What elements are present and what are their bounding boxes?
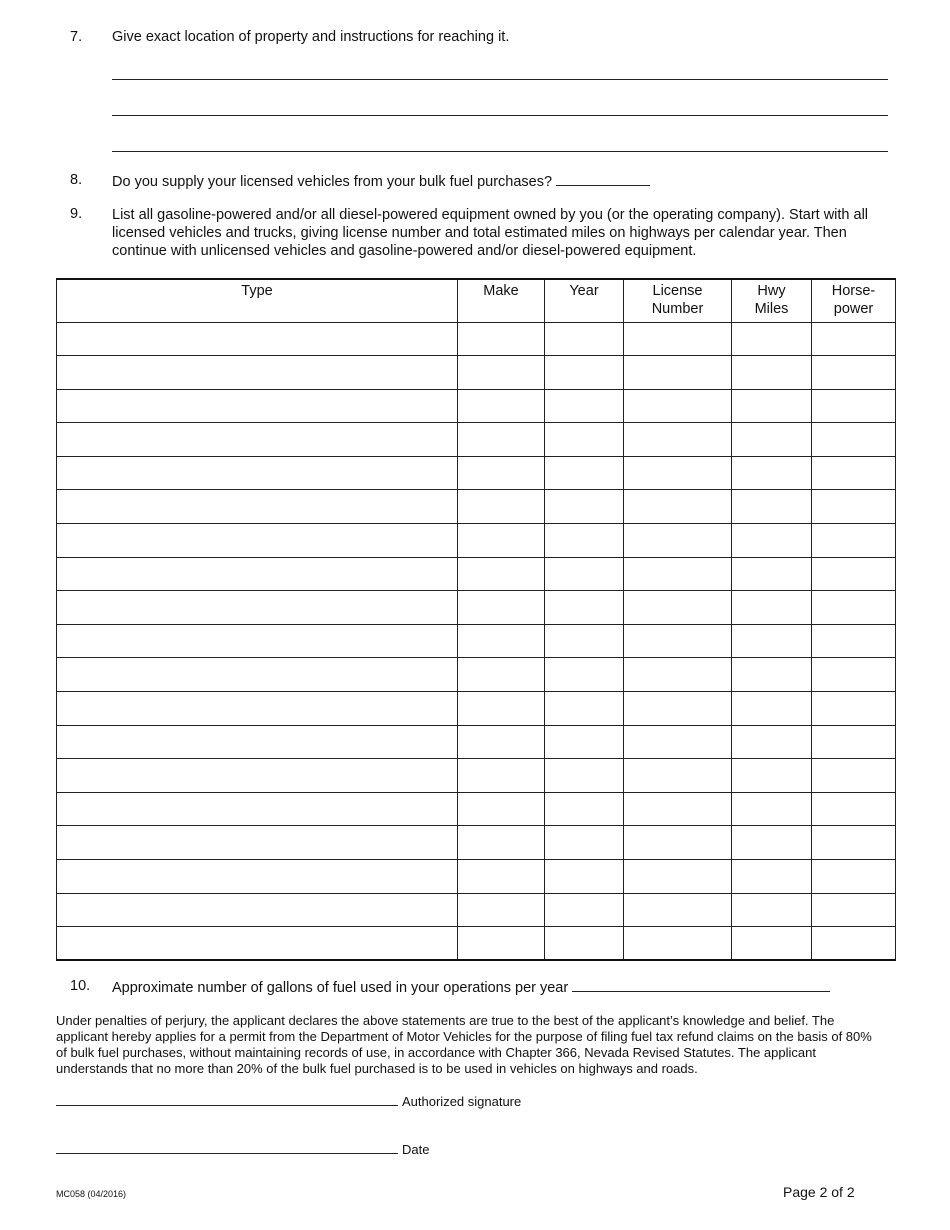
question-10-row bbox=[112, 978, 830, 996]
cell-type[interactable] bbox=[57, 893, 458, 927]
cell-type[interactable] bbox=[57, 423, 458, 457]
signature-line[interactable] bbox=[56, 1094, 398, 1106]
cell-year[interactable] bbox=[545, 792, 624, 826]
cell-horsepower[interactable] bbox=[812, 893, 896, 927]
header-hwy-line2: Miles bbox=[754, 301, 789, 317]
cell-horsepower[interactable] bbox=[812, 557, 896, 591]
cell-license-number[interactable] bbox=[624, 591, 732, 625]
cell-license-number[interactable] bbox=[624, 692, 732, 726]
cell-type[interactable] bbox=[57, 322, 458, 356]
cell-year[interactable] bbox=[545, 927, 624, 961]
header-make: Make bbox=[458, 279, 545, 322]
table-row bbox=[57, 389, 896, 423]
cell-year[interactable] bbox=[545, 423, 624, 457]
cell-hwy-miles[interactable] bbox=[732, 860, 812, 894]
cell-type[interactable] bbox=[57, 456, 458, 490]
cell-hwy-miles[interactable] bbox=[732, 591, 812, 625]
cell-horsepower[interactable] bbox=[812, 624, 896, 658]
cell-year[interactable] bbox=[545, 356, 624, 390]
cell-year[interactable] bbox=[545, 490, 624, 524]
cell-make[interactable] bbox=[458, 826, 545, 860]
table-row bbox=[57, 792, 896, 826]
cell-year[interactable] bbox=[545, 759, 624, 793]
cell-type[interactable] bbox=[57, 490, 458, 524]
table-row bbox=[57, 725, 896, 759]
cell-type[interactable] bbox=[57, 658, 458, 692]
table-row bbox=[57, 490, 896, 524]
cell-type[interactable] bbox=[57, 792, 458, 826]
header-license-number bbox=[624, 279, 732, 322]
cell-hwy-miles[interactable] bbox=[732, 893, 812, 927]
cell-make[interactable] bbox=[458, 893, 545, 927]
declaration-text: Under penalties of perjury, the applicant declares the above statements are true to the best of the applicant’s knowledge and belief. The applicant hereby applies for a permit from the Department of Motor Vehicles for the purpose of filing fuel tax refund claims on the basis of 80% of bulk fuel purchases, without maintaining records of use, in accordance with Chapter 366, Nevada Revised Statutes. The applicant understands that no more than 20% of the bulk fuel purchased is to be used in vehicles on highways and roads. bbox=[56, 1013, 872, 1076]
cell-license-number[interactable] bbox=[624, 792, 732, 826]
cell-type[interactable] bbox=[57, 860, 458, 894]
table-row bbox=[57, 692, 896, 726]
header-hwy-miles bbox=[732, 279, 812, 322]
cell-horsepower[interactable] bbox=[812, 389, 896, 423]
cell-horsepower[interactable] bbox=[812, 826, 896, 860]
cell-license-number[interactable] bbox=[624, 524, 732, 558]
table-row bbox=[57, 356, 896, 390]
cell-year[interactable] bbox=[545, 658, 624, 692]
header-horsepower bbox=[812, 279, 896, 322]
table-row bbox=[57, 927, 896, 961]
header-hp-line1: Horse- bbox=[831, 283, 876, 299]
question-8-number: 8. bbox=[70, 172, 83, 188]
cell-make[interactable] bbox=[458, 759, 545, 793]
cell-license-number[interactable] bbox=[624, 893, 732, 927]
cell-make[interactable] bbox=[458, 423, 545, 457]
location-line-1[interactable] bbox=[112, 79, 888, 80]
cell-horsepower[interactable] bbox=[812, 524, 896, 558]
cell-make[interactable] bbox=[458, 524, 545, 558]
cell-type[interactable] bbox=[57, 725, 458, 759]
date-label: Date bbox=[402, 1142, 430, 1157]
cell-license-number[interactable] bbox=[624, 624, 732, 658]
cell-hwy-miles[interactable] bbox=[732, 624, 812, 658]
question-7-text: Give exact location of property and instructions for reaching it. bbox=[112, 29, 510, 45]
gallons-answer-line[interactable] bbox=[572, 978, 830, 992]
cell-hwy-miles[interactable] bbox=[732, 759, 812, 793]
table-row bbox=[57, 423, 896, 457]
question-9-text: List all gasoline-powered and/or all diesel-powered equipment owned by you (or the operating company). Start with all licensed vehicles and trucks, giving license number and total estimated miles on highways per calendar year. Then continue with unlicensed vehicles and gasoline-powered and/or diesel-powered equipment. bbox=[112, 207, 869, 259]
cell-license-number[interactable] bbox=[624, 927, 732, 961]
cell-make[interactable] bbox=[458, 624, 545, 658]
equipment-table bbox=[56, 278, 896, 961]
cell-year[interactable] bbox=[545, 591, 624, 625]
cell-make[interactable] bbox=[458, 725, 545, 759]
cell-hwy-miles[interactable] bbox=[732, 389, 812, 423]
cell-make[interactable] bbox=[458, 456, 545, 490]
cell-horsepower[interactable] bbox=[812, 356, 896, 390]
question-10-text: Approximate number of gallons of fuel used in your operations per year bbox=[112, 980, 569, 996]
cell-hwy-miles[interactable] bbox=[732, 692, 812, 726]
cell-hwy-miles[interactable] bbox=[732, 322, 812, 356]
cell-license-number[interactable] bbox=[624, 759, 732, 793]
cell-horsepower[interactable] bbox=[812, 591, 896, 625]
cell-license-number[interactable] bbox=[624, 423, 732, 457]
cell-type[interactable] bbox=[57, 692, 458, 726]
cell-horsepower[interactable] bbox=[812, 725, 896, 759]
cell-hwy-miles[interactable] bbox=[732, 557, 812, 591]
cell-make[interactable] bbox=[458, 860, 545, 894]
header-hwy-line1: Hwy bbox=[757, 283, 786, 299]
cell-year[interactable] bbox=[545, 725, 624, 759]
cell-hwy-miles[interactable] bbox=[732, 826, 812, 860]
cell-horsepower[interactable] bbox=[812, 692, 896, 726]
table-row bbox=[57, 524, 896, 558]
form-code: MC058 (04/2016) bbox=[56, 1189, 127, 1199]
cell-type[interactable] bbox=[57, 356, 458, 390]
date-line[interactable] bbox=[56, 1142, 398, 1154]
cell-license-number[interactable] bbox=[624, 725, 732, 759]
cell-license-number[interactable] bbox=[624, 356, 732, 390]
location-line-2[interactable] bbox=[112, 115, 888, 116]
bulk-fuel-answer-line[interactable] bbox=[556, 172, 650, 186]
page-number: Page 2 of 2 bbox=[783, 1184, 855, 1200]
cell-hwy-miles[interactable] bbox=[732, 524, 812, 558]
table-row bbox=[57, 860, 896, 894]
cell-type[interactable] bbox=[57, 826, 458, 860]
cell-hwy-miles[interactable] bbox=[732, 658, 812, 692]
cell-make[interactable] bbox=[458, 692, 545, 726]
cell-make[interactable] bbox=[458, 658, 545, 692]
table-row bbox=[57, 322, 896, 356]
cell-hwy-miles[interactable] bbox=[732, 792, 812, 826]
table-header-row bbox=[57, 279, 896, 322]
table-body bbox=[57, 322, 896, 960]
cell-horsepower[interactable] bbox=[812, 658, 896, 692]
cell-year[interactable] bbox=[545, 826, 624, 860]
cell-year[interactable] bbox=[545, 860, 624, 894]
cell-year[interactable] bbox=[545, 456, 624, 490]
table-row bbox=[57, 624, 896, 658]
question-10-number: 10. bbox=[70, 978, 91, 994]
cell-year[interactable] bbox=[545, 524, 624, 558]
table-row bbox=[57, 557, 896, 591]
table-row bbox=[57, 591, 896, 625]
cell-type[interactable] bbox=[57, 759, 458, 793]
cell-make[interactable] bbox=[458, 389, 545, 423]
cell-make[interactable] bbox=[458, 792, 545, 826]
cell-year[interactable] bbox=[545, 624, 624, 658]
cell-year[interactable] bbox=[545, 692, 624, 726]
header-license-line2: Number bbox=[651, 301, 704, 317]
table-row bbox=[57, 658, 896, 692]
cell-horsepower[interactable] bbox=[812, 456, 896, 490]
question-9-number: 9. bbox=[70, 206, 83, 222]
cell-make[interactable] bbox=[458, 557, 545, 591]
cell-license-number[interactable] bbox=[624, 389, 732, 423]
cell-type[interactable] bbox=[57, 591, 458, 625]
cell-horsepower[interactable] bbox=[812, 792, 896, 826]
cell-hwy-miles[interactable] bbox=[732, 456, 812, 490]
cell-year[interactable] bbox=[545, 557, 624, 591]
cell-type[interactable] bbox=[57, 524, 458, 558]
header-hp-line2: power bbox=[833, 301, 874, 317]
cell-horsepower[interactable] bbox=[812, 322, 896, 356]
cell-hwy-miles[interactable] bbox=[732, 927, 812, 961]
table-row bbox=[57, 826, 896, 860]
cell-hwy-miles[interactable] bbox=[732, 490, 812, 524]
table-row bbox=[57, 759, 896, 793]
cell-license-number[interactable] bbox=[624, 322, 732, 356]
cell-horsepower[interactable] bbox=[812, 490, 896, 524]
cell-horsepower[interactable] bbox=[812, 759, 896, 793]
question-7-number: 7. bbox=[70, 29, 83, 45]
question-8-text: Do you supply your licensed vehicles from your bulk fuel purchases? bbox=[112, 174, 553, 190]
cell-license-number[interactable] bbox=[624, 860, 732, 894]
cell-license-number[interactable] bbox=[624, 490, 732, 524]
cell-license-number[interactable] bbox=[624, 658, 732, 692]
header-type: Type bbox=[57, 279, 458, 322]
cell-type[interactable] bbox=[57, 389, 458, 423]
header-year: Year bbox=[545, 279, 624, 322]
cell-hwy-miles[interactable] bbox=[732, 356, 812, 390]
cell-license-number[interactable] bbox=[624, 456, 732, 490]
cell-hwy-miles[interactable] bbox=[732, 423, 812, 457]
cell-year[interactable] bbox=[545, 893, 624, 927]
signature-row bbox=[56, 1094, 521, 1109]
table-row bbox=[57, 456, 896, 490]
cell-make[interactable] bbox=[458, 322, 545, 356]
cell-year[interactable] bbox=[545, 389, 624, 423]
cell-horsepower[interactable] bbox=[812, 423, 896, 457]
cell-year[interactable] bbox=[545, 322, 624, 356]
cell-make[interactable] bbox=[458, 591, 545, 625]
date-row bbox=[56, 1142, 429, 1157]
cell-type[interactable] bbox=[57, 927, 458, 961]
cell-make[interactable] bbox=[458, 356, 545, 390]
header-license-line1: License bbox=[652, 283, 703, 299]
table-row bbox=[57, 893, 896, 927]
cell-make[interactable] bbox=[458, 927, 545, 961]
cell-hwy-miles[interactable] bbox=[732, 725, 812, 759]
question-8-row bbox=[112, 172, 650, 190]
cell-type[interactable] bbox=[57, 557, 458, 591]
cell-license-number[interactable] bbox=[624, 557, 732, 591]
cell-make[interactable] bbox=[458, 490, 545, 524]
cell-type[interactable] bbox=[57, 624, 458, 658]
signature-label: Authorized signature bbox=[402, 1094, 522, 1109]
cell-license-number[interactable] bbox=[624, 826, 732, 860]
cell-horsepower[interactable] bbox=[812, 860, 896, 894]
cell-horsepower[interactable] bbox=[812, 927, 896, 961]
location-line-3[interactable] bbox=[112, 151, 888, 152]
